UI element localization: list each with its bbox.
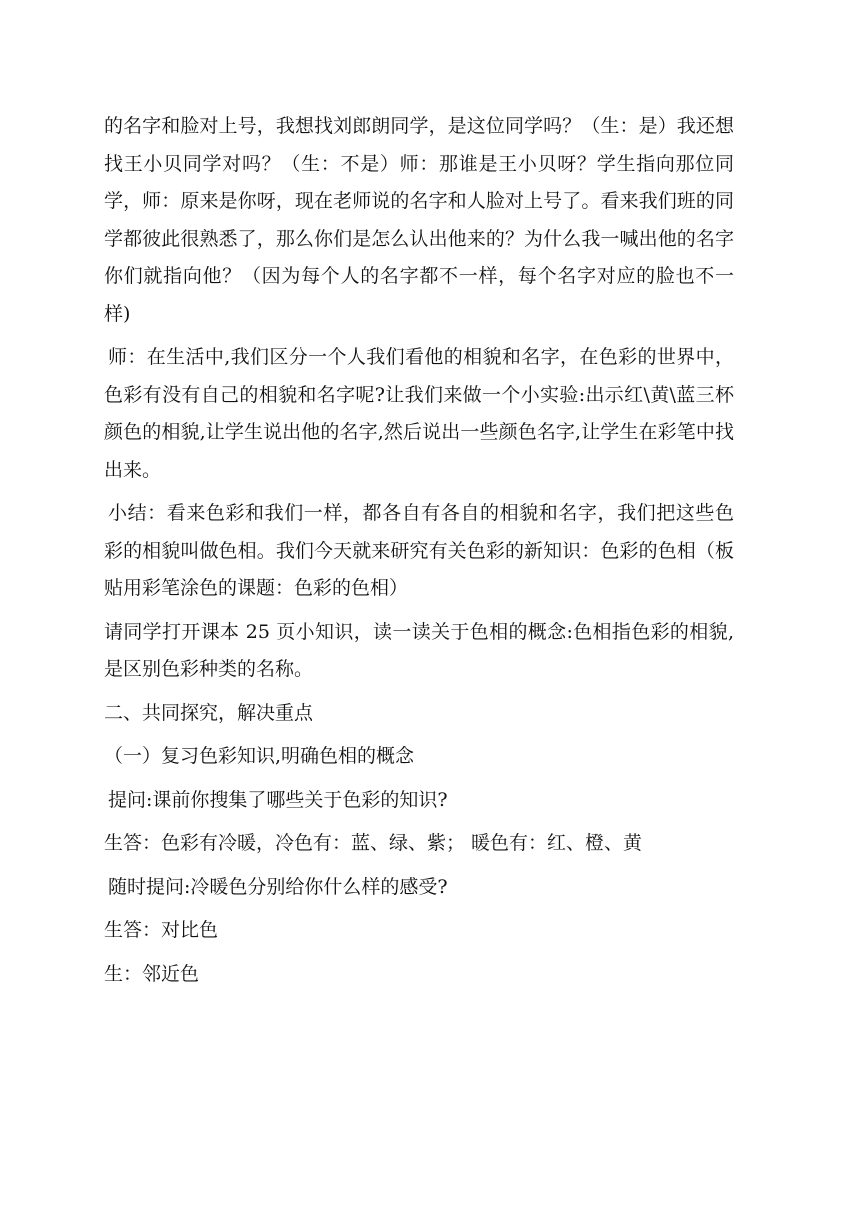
- document-body: [104, 108, 734, 993]
- paragraph-answer-adjacent: 生：邻近色: [104, 962, 200, 985]
- paragraph-question-feeling: 随时提问:冷暖色分别给你什么样的感受?: [108, 875, 448, 898]
- paragraph-answer-contrast: 生答：对比色: [104, 919, 219, 941]
- paragraph-intro-dialogue: 的名字和脸对上号，我想找刘郎朗同学，是这位同学吗？（生：是）我还想找王小贝同学对吗？（生：不是）师：那谁是王小贝呀？学生指向那位同学，师：原来是你呀，现在老师说的名字和人脸对上号了。看来我们班的同学都彼此很熟悉了，那么你们是怎么认出他来的？为什么我一喊出他的名字你们就指向他？（因为每个人的名字都不一样，每个名字对应的脸也不一样): [104, 115, 734, 325]
- paragraph-textbook-concept: 请同学打开课本 25 页小知识，读一读关于色相的概念:色相指色彩的相貌,是区别色彩种类的名称。: [104, 620, 734, 680]
- paragraph-summary: 小结：看来色彩和我们一样，都各自有各自的相貌和名字，我们把这些色彩的相貌叫做色相。我们今天就来研究有关色彩的新知识：色彩的色相（板贴用彩笔涂色的课题：色彩的色相）: [104, 502, 734, 599]
- paragraph-question-knowledge: 提问:课前你搜集了哪些关于色彩的知识?: [108, 788, 448, 811]
- section-heading-explore: 二、共同探究，解决重点: [104, 701, 314, 724]
- paragraph-teacher-experiment: 师：在生活中,我们区分一个人我们看他的相貌和名字，在色彩的世界中，色彩有没有自己的相貌和名字呢?让我们来做一个小实验:出示红\黄\蓝三杯颜色的相貌,让学生说出他的名字,然后说出一些颜色名字,让学生在彩笔中找出来。: [104, 346, 734, 481]
- paragraph-answer-warm-cool: 生答：色彩有冷暖，冷色有：蓝、绿、紫； 暖色有：红、橙、黄: [104, 832, 643, 854]
- subsection-heading-review: （一）复习色彩知识,明确色相的概念: [104, 745, 415, 767]
